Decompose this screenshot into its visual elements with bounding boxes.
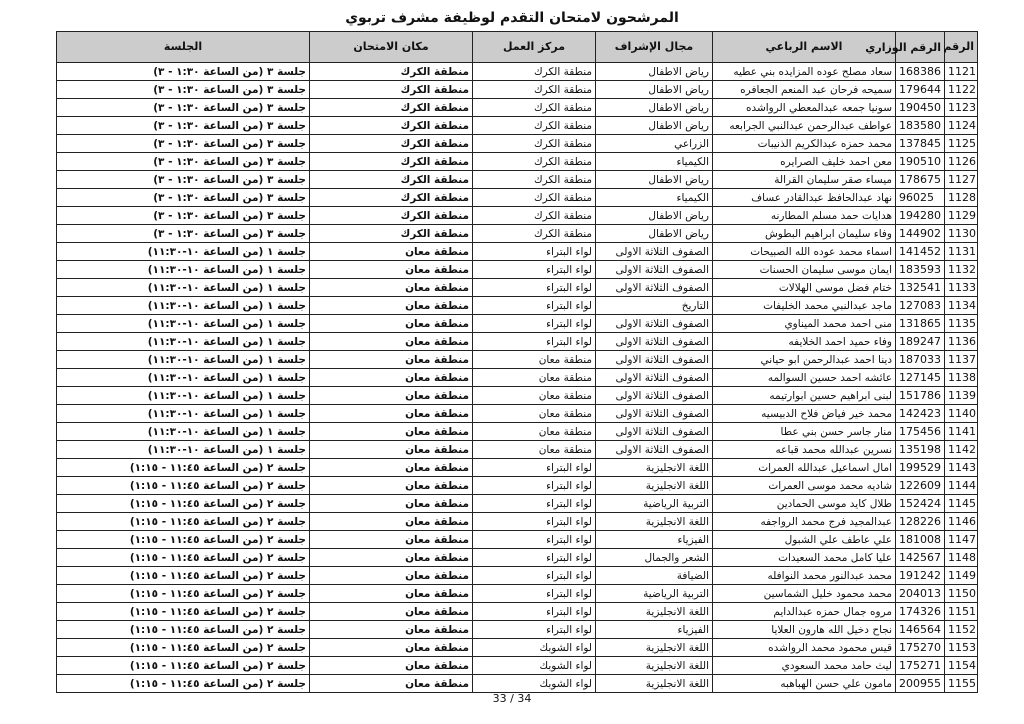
cell-name: معن احمد خليف الصرايره <box>713 153 896 171</box>
cell-exam-place: منطقة معان <box>310 297 473 315</box>
cell-ministry-number: 174326 <box>896 603 945 621</box>
table-row <box>57 63 978 81</box>
cell-ministry-number: 122609 <box>896 477 945 495</box>
cell-work-center: لواء البتراء <box>473 531 596 549</box>
cell-name: امال اسماعيل عبدالله العمرات <box>713 459 896 477</box>
cell-ministry-number: 181008 <box>896 531 945 549</box>
cell-session: جلسة ٢ (من الساعة ١١:٤٥ - ١:١٥) <box>57 459 310 477</box>
cell-exam-place: منطقة الكرك <box>310 135 473 153</box>
cell-ministry-number: 137845 <box>896 135 945 153</box>
cell-supervision: الصفوف الثلاثة الاولى <box>596 441 713 459</box>
cell-name: عبدالمجيد فرج محمد الرواجفه <box>713 513 896 531</box>
cell-exam-place: منطقة معان <box>310 639 473 657</box>
cell-ministry-number: 135198 <box>896 441 945 459</box>
cell-seq: 1123 <box>945 99 978 117</box>
cell-exam-place: منطقة معان <box>310 513 473 531</box>
cell-exam-place: منطقة معان <box>310 531 473 549</box>
cell-ministry-number: 142567 <box>896 549 945 567</box>
cell-supervision: الكيمياء <box>596 189 713 207</box>
cell-exam-place: منطقة معان <box>310 495 473 513</box>
cell-name: ميساء صقر سليمان القرالة <box>713 171 896 189</box>
table-row <box>57 513 978 531</box>
cell-session: جلسة ١ (من الساعة ١٠-١١:٣٠) <box>57 351 310 369</box>
cell-exam-place: منطقة الكرك <box>310 81 473 99</box>
cell-session: جلسة ١ (من الساعة ١٠-١١:٣٠) <box>57 441 310 459</box>
cell-name: ماجد عبدالنبي محمد الخليفات <box>713 297 896 315</box>
cell-session: جلسة ١ (من الساعة ١٠-١١:٣٠) <box>57 315 310 333</box>
cell-supervision: رياض الاطفال <box>596 81 713 99</box>
cell-supervision: التاريخ <box>596 297 713 315</box>
cell-exam-place: منطقة معان <box>310 585 473 603</box>
cell-work-center: لواء البتراء <box>473 585 596 603</box>
cell-work-center: لواء البتراء <box>473 459 596 477</box>
cell-work-center: منطقة الكرك <box>473 189 596 207</box>
cell-exam-place: منطقة معان <box>310 243 473 261</box>
cell-session: جلسة ٢ (من الساعة ١١:٤٥ - ١:١٥) <box>57 477 310 495</box>
cell-name: هدايات حمد مسلم المطارنه <box>713 207 896 225</box>
cell-exam-place: منطقة الكرك <box>310 171 473 189</box>
cell-supervision: اللغة الانجليزية <box>596 459 713 477</box>
cell-seq: 1150 <box>945 585 978 603</box>
cell-session: جلسة ٣ (من الساعة ١:٣٠ - ٣) <box>57 81 310 99</box>
table-row <box>57 81 978 99</box>
table-row <box>57 477 978 495</box>
cell-supervision: رياض الاطفال <box>596 117 713 135</box>
cell-seq: 1147 <box>945 531 978 549</box>
cell-exam-place: منطقة معان <box>310 459 473 477</box>
cell-exam-place: منطقة معان <box>310 603 473 621</box>
cell-ministry-number: 127145 <box>896 369 945 387</box>
cell-supervision: الفيزياء <box>596 531 713 549</box>
cell-session: جلسة ٢ (من الساعة ١١:٤٥ - ١:١٥) <box>57 585 310 603</box>
cell-session: جلسة ١ (من الساعة ١٠-١١:٣٠) <box>57 261 310 279</box>
cell-seq: 1142 <box>945 441 978 459</box>
cell-session: جلسة ٣ (من الساعة ١:٣٠ - ٣) <box>57 117 310 135</box>
cell-supervision: اللغة الانجليزية <box>596 675 713 693</box>
table-row <box>57 117 978 135</box>
table-row <box>57 171 978 189</box>
table-row <box>57 297 978 315</box>
cell-exam-place: منطقة معان <box>310 369 473 387</box>
cell-session: جلسة ٢ (من الساعة ١١:٤٥ - ١:١٥) <box>57 639 310 657</box>
table-row <box>57 441 978 459</box>
table-row <box>57 423 978 441</box>
cell-ministry-number: 144902 <box>896 225 945 243</box>
cell-name: محمد عبدالنور محمد النوافله <box>713 567 896 585</box>
cell-session: جلسة ٢ (من الساعة ١١:٤٥ - ١:١٥) <box>57 675 310 693</box>
cell-work-center: منطقة الكرك <box>473 171 596 189</box>
cell-ministry-number: 189247 <box>896 333 945 351</box>
cell-name: محمد محمود خليل الشماسين <box>713 585 896 603</box>
cell-supervision: رياض الاطفال <box>596 207 713 225</box>
cell-session: جلسة ١ (من الساعة ١٠-١١:٣٠) <box>57 423 310 441</box>
cell-name: علي عاطف علي الشبول <box>713 531 896 549</box>
cell-name: منار جاسر حسن بني عطا <box>713 423 896 441</box>
cell-exam-place: منطقة الكرك <box>310 153 473 171</box>
header-supervision: مجال الإشراف <box>596 32 713 63</box>
cell-ministry-number: 96025 <box>896 189 945 207</box>
cell-supervision: رياض الاطفال <box>596 171 713 189</box>
table-row <box>57 621 978 639</box>
table-row <box>57 549 978 567</box>
cell-exam-place: منطقة معان <box>310 351 473 369</box>
cell-supervision: التربية الرياضية <box>596 495 713 513</box>
cell-exam-place: منطقة معان <box>310 657 473 675</box>
cell-name: محمد حمزه عبدالكريم الذنيبات <box>713 135 896 153</box>
table-row <box>57 243 978 261</box>
table-row <box>57 225 978 243</box>
table-row <box>57 261 978 279</box>
cell-exam-place: منطقة معان <box>310 567 473 585</box>
cell-session: جلسة ٢ (من الساعة ١١:٤٥ - ١:١٥) <box>57 531 310 549</box>
table-row <box>57 189 978 207</box>
cell-name: محمد خير فياض فلاح الدبيسيه <box>713 405 896 423</box>
cell-session: جلسة ٢ (من الساعة ١١:٤٥ - ١:١٥) <box>57 549 310 567</box>
cell-work-center: منطقة الكرك <box>473 117 596 135</box>
cell-seq: 1127 <box>945 171 978 189</box>
cell-exam-place: منطقة معان <box>310 387 473 405</box>
cell-seq: 1129 <box>945 207 978 225</box>
cell-exam-place: منطقة معان <box>310 477 473 495</box>
cell-ministry-number: 183593 <box>896 261 945 279</box>
cell-ministry-number: 190450 <box>896 99 945 117</box>
cell-seq: 1151 <box>945 603 978 621</box>
cell-seq: 1130 <box>945 225 978 243</box>
cell-ministry-number: 131865 <box>896 315 945 333</box>
cell-supervision: الصفوف الثلاثة الاولى <box>596 351 713 369</box>
cell-work-center: لواء البتراء <box>473 477 596 495</box>
cell-supervision: الصفوف الثلاثة الاولى <box>596 387 713 405</box>
cell-seq: 1125 <box>945 135 978 153</box>
cell-ministry-number: 175271 <box>896 657 945 675</box>
cell-ministry-number: 183580 <box>896 117 945 135</box>
candidates-table <box>56 31 978 693</box>
cell-supervision: رياض الاطفال <box>596 225 713 243</box>
cell-seq: 1145 <box>945 495 978 513</box>
cell-seq: 1122 <box>945 81 978 99</box>
cell-session: جلسة ١ (من الساعة ١٠-١١:٣٠) <box>57 279 310 297</box>
cell-session: جلسة ١ (من الساعة ١٠-١١:٣٠) <box>57 387 310 405</box>
cell-supervision: التربية الرياضية <box>596 585 713 603</box>
cell-work-center: منطقة معان <box>473 387 596 405</box>
table-body <box>57 63 978 693</box>
cell-ministry-number: 146564 <box>896 621 945 639</box>
cell-ministry-number: 178675 <box>896 171 945 189</box>
cell-supervision: رياض الاطفال <box>596 63 713 81</box>
table-row <box>57 639 978 657</box>
cell-seq: 1140 <box>945 405 978 423</box>
table-row <box>57 405 978 423</box>
cell-ministry-number: 175456 <box>896 423 945 441</box>
cell-name: نجاح دخيل الله هارون العلايا <box>713 621 896 639</box>
table-row <box>57 495 978 513</box>
cell-session: جلسة ٢ (من الساعة ١١:٤٥ - ١:١٥) <box>57 567 310 585</box>
cell-session: جلسة ٢ (من الساعة ١١:٤٥ - ١:١٥) <box>57 495 310 513</box>
cell-supervision: الضيافة <box>596 567 713 585</box>
cell-ministry-number: 127083 <box>896 297 945 315</box>
cell-seq: 1137 <box>945 351 978 369</box>
cell-work-center: لواء البتراء <box>473 261 596 279</box>
cell-seq: 1139 <box>945 387 978 405</box>
cell-name: مروه جمال حمزه عبدالدايم <box>713 603 896 621</box>
cell-name: ليث حامد محمد السعودي <box>713 657 896 675</box>
table-header-row <box>57 32 978 63</box>
cell-work-center: منطقة معان <box>473 369 596 387</box>
cell-supervision: الشعر والجمال <box>596 549 713 567</box>
table-row <box>57 333 978 351</box>
cell-name: وفاء حميد احمد الخلايفه <box>713 333 896 351</box>
cell-session: جلسة ٣ (من الساعة ١:٣٠ - ٣) <box>57 225 310 243</box>
cell-exam-place: منطقة الكرك <box>310 117 473 135</box>
header-exam-place: مكان الامتحان <box>310 32 473 63</box>
cell-seq: 1146 <box>945 513 978 531</box>
cell-exam-place: منطقة معان <box>310 405 473 423</box>
cell-work-center: منطقة معان <box>473 405 596 423</box>
cell-seq: 1131 <box>945 243 978 261</box>
cell-ministry-number: 128226 <box>896 513 945 531</box>
cell-exam-place: منطقة معان <box>310 549 473 567</box>
cell-session: جلسة ١ (من الساعة ١٠-١١:٣٠) <box>57 405 310 423</box>
cell-name: طلال كايد موسى الحمادين <box>713 495 896 513</box>
table-row <box>57 387 978 405</box>
cell-seq: 1148 <box>945 549 978 567</box>
table-row <box>57 207 978 225</box>
cell-ministry-number: 200955 <box>896 675 945 693</box>
table-row <box>57 675 978 693</box>
cell-supervision: الفيزياء <box>596 621 713 639</box>
cell-name: سميحه فرحان عبد المنعم الجعافره <box>713 81 896 99</box>
cell-work-center: منطقة معان <box>473 351 596 369</box>
cell-exam-place: منطقة الكرك <box>310 189 473 207</box>
cell-seq: 1143 <box>945 459 978 477</box>
cell-session: جلسة ٣ (من الساعة ١:٣٠ - ٣) <box>57 171 310 189</box>
cell-supervision: الصفوف الثلاثة الاولى <box>596 315 713 333</box>
cell-exam-place: منطقة الكرك <box>310 225 473 243</box>
cell-work-center: لواء البتراء <box>473 603 596 621</box>
cell-supervision: اللغة الانجليزية <box>596 639 713 657</box>
cell-work-center: لواء البتراء <box>473 243 596 261</box>
table-row <box>57 459 978 477</box>
header-seq: الرقم <box>945 32 978 63</box>
cell-seq: 1136 <box>945 333 978 351</box>
cell-seq: 1135 <box>945 315 978 333</box>
cell-name: اسماء محمد عوده الله الصبيحات <box>713 243 896 261</box>
cell-work-center: منطقة الكرك <box>473 207 596 225</box>
cell-supervision: اللغة الانجليزية <box>596 657 713 675</box>
cell-work-center: لواء الشوبك <box>473 675 596 693</box>
cell-exam-place: منطقة الكرك <box>310 207 473 225</box>
cell-supervision: الصفوف الثلاثة الاولى <box>596 423 713 441</box>
table-row <box>57 603 978 621</box>
cell-work-center: لواء البتراء <box>473 567 596 585</box>
cell-session: جلسة ٢ (من الساعة ١١:٤٥ - ١:١٥) <box>57 603 310 621</box>
cell-seq: 1132 <box>945 261 978 279</box>
cell-ministry-number: 151786 <box>896 387 945 405</box>
cell-name: لبنى ابراهيم حسين ابوارتيمه <box>713 387 896 405</box>
cell-exam-place: منطقة الكرك <box>310 63 473 81</box>
cell-name: ختام فضل موسى الهلالات <box>713 279 896 297</box>
cell-name: قيس محمود محمد الرواشده <box>713 639 896 657</box>
table-row <box>57 279 978 297</box>
header-name: الاسم الرباعي <box>713 32 896 63</box>
cell-seq: 1149 <box>945 567 978 585</box>
cell-supervision: الكيمياء <box>596 153 713 171</box>
table-row <box>57 585 978 603</box>
cell-name: نهاد عبدالحافظ عبدالقادر عساف <box>713 189 896 207</box>
cell-seq: 1141 <box>945 423 978 441</box>
page-number: 33 / 34 <box>492 692 532 705</box>
cell-work-center: لواء البتراء <box>473 297 596 315</box>
cell-ministry-number: 168386 <box>896 63 945 81</box>
header-session: الجلسة <box>57 32 310 63</box>
cell-name: سعاد مصلح عوده المزايده بني عطيه <box>713 63 896 81</box>
header-work-center: مركز العمل <box>473 32 596 63</box>
cell-ministry-number: 190510 <box>896 153 945 171</box>
cell-seq: 1128 <box>945 189 978 207</box>
cell-work-center: منطقة الكرك <box>473 81 596 99</box>
cell-session: جلسة ٢ (من الساعة ١١:٤٥ - ١:١٥) <box>57 621 310 639</box>
cell-work-center: منطقة الكرك <box>473 135 596 153</box>
cell-session: جلسة ٣ (من الساعة ١:٣٠ - ٣) <box>57 207 310 225</box>
cell-work-center: لواء البتراء <box>473 549 596 567</box>
cell-ministry-number: 152424 <box>896 495 945 513</box>
cell-exam-place: منطقة معان <box>310 441 473 459</box>
cell-work-center: منطقة الكرك <box>473 225 596 243</box>
table-row <box>57 657 978 675</box>
table-row <box>57 531 978 549</box>
cell-session: جلسة ١ (من الساعة ١٠-١١:٣٠) <box>57 243 310 261</box>
cell-ministry-number: 194280 <box>896 207 945 225</box>
cell-session: جلسة ٣ (من الساعة ١:٣٠ - ٣) <box>57 99 310 117</box>
cell-seq: 1124 <box>945 117 978 135</box>
cell-session: جلسة ٢ (من الساعة ١١:٤٥ - ١:١٥) <box>57 657 310 675</box>
cell-work-center: لواء البتراء <box>473 621 596 639</box>
cell-ministry-number: 191242 <box>896 567 945 585</box>
cell-supervision: الزراعي <box>596 135 713 153</box>
table-row <box>57 153 978 171</box>
cell-ministry-number: 204013 <box>896 585 945 603</box>
cell-name: عليا كامل محمد السعيدات <box>713 549 896 567</box>
cell-session: جلسة ٣ (من الساعة ١:٣٠ - ٣) <box>57 153 310 171</box>
cell-exam-place: منطقة معان <box>310 279 473 297</box>
cell-seq: 1133 <box>945 279 978 297</box>
cell-name: سونيا جمعه عبدالمعطي الرواشده <box>713 99 896 117</box>
cell-exam-place: منطقة معان <box>310 261 473 279</box>
cell-ministry-number: 132541 <box>896 279 945 297</box>
cell-exam-place: منطقة معان <box>310 675 473 693</box>
cell-supervision: الصفوف الثلاثة الاولى <box>596 279 713 297</box>
table-row <box>57 369 978 387</box>
cell-session: جلسة ٣ (من الساعة ١:٣٠ - ٣) <box>57 189 310 207</box>
cell-seq: 1126 <box>945 153 978 171</box>
cell-supervision: الصفوف الثلاثة الاولى <box>596 333 713 351</box>
cell-seq: 1138 <box>945 369 978 387</box>
cell-supervision: اللغة الانجليزية <box>596 603 713 621</box>
cell-ministry-number: 175270 <box>896 639 945 657</box>
cell-exam-place: منطقة الكرك <box>310 99 473 117</box>
table-row <box>57 315 978 333</box>
cell-work-center: منطقة معان <box>473 423 596 441</box>
cell-supervision: الصفوف الثلاثة الاولى <box>596 405 713 423</box>
page-title: المرشحون لامتحان التقدم لوظيفة مشرف تربوي <box>345 10 679 26</box>
cell-work-center: لواء البتراء <box>473 513 596 531</box>
cell-name: وفاء سليمان ابراهيم البطوش <box>713 225 896 243</box>
cell-work-center: منطقة الكرك <box>473 99 596 117</box>
cell-seq: 1152 <box>945 621 978 639</box>
cell-session: جلسة ١ (من الساعة ١٠-١١:٣٠) <box>57 297 310 315</box>
cell-work-center: منطقة الكرك <box>473 153 596 171</box>
table-row <box>57 351 978 369</box>
cell-name: دينا احمد عبدالرحمن ابو حياني <box>713 351 896 369</box>
cell-work-center: لواء الشوبك <box>473 639 596 657</box>
cell-name: عواطف عبدالرحمن عبدالنبي الجرابعه <box>713 117 896 135</box>
cell-supervision: الصفوف الثلاثة الاولى <box>596 243 713 261</box>
cell-ministry-number: 187033 <box>896 351 945 369</box>
cell-work-center: لواء الشوبك <box>473 657 596 675</box>
cell-work-center: منطقة الكرك <box>473 63 596 81</box>
cell-name: نسرين عبدالله محمد قباعه <box>713 441 896 459</box>
cell-exam-place: منطقة معان <box>310 621 473 639</box>
cell-work-center: لواء البتراء <box>473 315 596 333</box>
cell-supervision: اللغة الانجليزية <box>596 513 713 531</box>
cell-exam-place: منطقة معان <box>310 333 473 351</box>
cell-ministry-number: 179644 <box>896 81 945 99</box>
cell-work-center: لواء البتراء <box>473 495 596 513</box>
cell-work-center: لواء البتراء <box>473 279 596 297</box>
table-row <box>57 567 978 585</box>
cell-ministry-number: 142423 <box>896 405 945 423</box>
cell-seq: 1134 <box>945 297 978 315</box>
cell-session: جلسة ١ (من الساعة ١٠-١١:٣٠) <box>57 333 310 351</box>
cell-exam-place: منطقة معان <box>310 315 473 333</box>
header-ministry-number: الرقم الوزاري <box>896 32 945 63</box>
cell-session: جلسة ٣ (من الساعة ١:٣٠ - ٣) <box>57 135 310 153</box>
cell-seq: 1154 <box>945 657 978 675</box>
cell-name: عائشه احمد حسين السوالمه <box>713 369 896 387</box>
cell-supervision: الصفوف الثلاثة الاولى <box>596 369 713 387</box>
cell-name: شاديه محمد موسى العمرات <box>713 477 896 495</box>
cell-session: جلسة ٣ (من الساعة ١:٣٠ - ٣) <box>57 63 310 81</box>
cell-ministry-number: 199529 <box>896 459 945 477</box>
cell-name: ايمان موسى سليمان الحسنات <box>713 261 896 279</box>
cell-session: جلسة ١ (من الساعة ١٠-١١:٣٠) <box>57 369 310 387</box>
cell-exam-place: منطقة معان <box>310 423 473 441</box>
cell-work-center: منطقة معان <box>473 441 596 459</box>
cell-seq: 1155 <box>945 675 978 693</box>
cell-session: جلسة ٢ (من الساعة ١١:٤٥ - ١:١٥) <box>57 513 310 531</box>
cell-supervision: رياض الاطفال <box>596 99 713 117</box>
cell-supervision: الصفوف الثلاثة الاولى <box>596 261 713 279</box>
cell-ministry-number: 141452 <box>896 243 945 261</box>
cell-name: منى احمد محمد الميناوي <box>713 315 896 333</box>
cell-seq: 1121 <box>945 63 978 81</box>
cell-work-center: لواء البتراء <box>473 333 596 351</box>
cell-supervision: اللغة الانجليزية <box>596 477 713 495</box>
cell-seq: 1153 <box>945 639 978 657</box>
table-row <box>57 99 978 117</box>
cell-name: مامون علي حسن الهباهبه <box>713 675 896 693</box>
table-row <box>57 135 978 153</box>
cell-seq: 1144 <box>945 477 978 495</box>
